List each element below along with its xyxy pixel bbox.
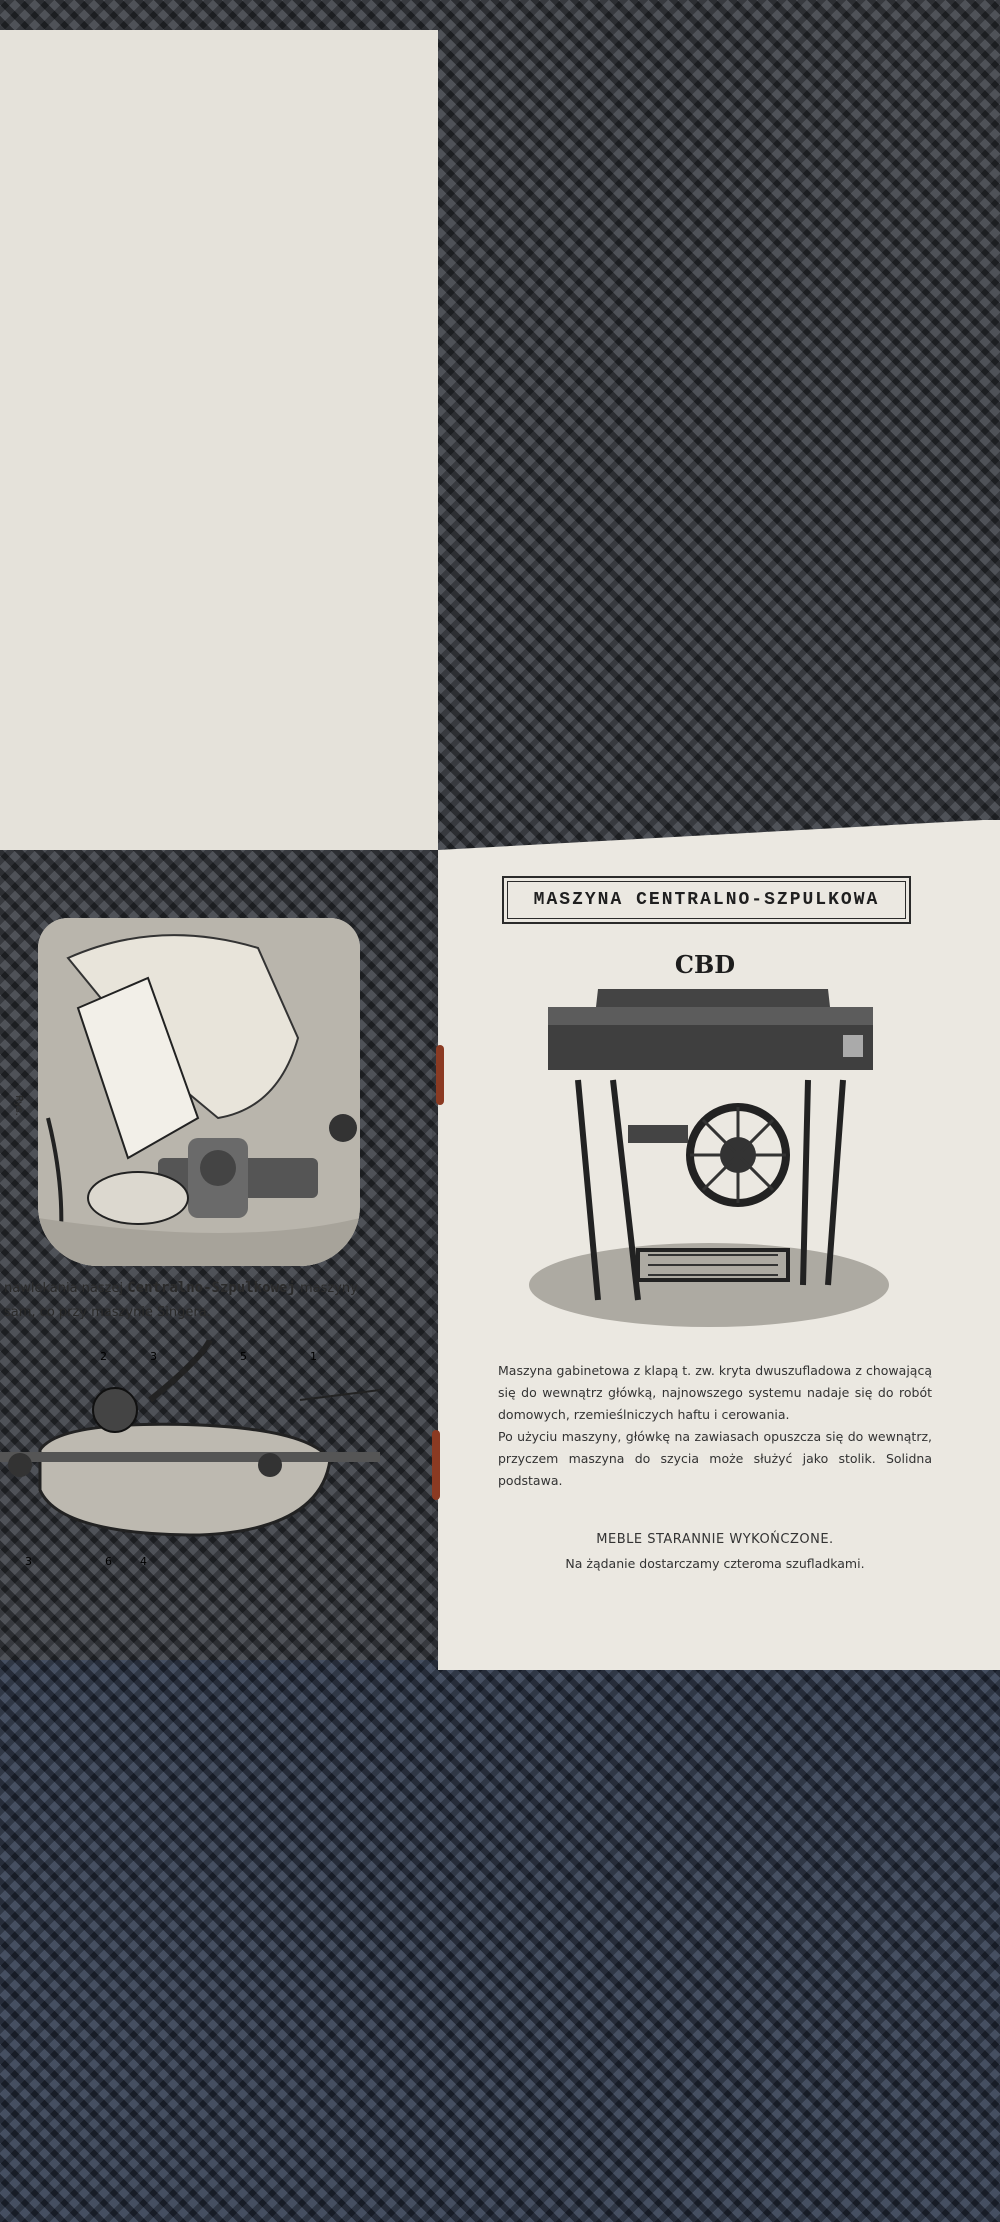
threading-drawing bbox=[38, 918, 360, 1266]
diagram-number: 5 bbox=[240, 1350, 247, 1363]
left-caption-line-1 bbox=[4, 1280, 358, 1296]
diagram-number: 6 bbox=[105, 1555, 112, 1568]
side-label: Rys. bbox=[12, 1095, 24, 1116]
description-paragraph-2: Po użyciu maszyny, główkę na zawiasach opuszcza się do wewnątrz, przyczem maszyna do szycia może służyć jako stolik. Solidna podstawa. bbox=[498, 1429, 932, 1488]
highlight-line: MEBLE STARANNIE WYKOŃCZONE. bbox=[596, 1532, 834, 1547]
description-paragraph-1: Maszyna gabinetowa z klapą t. zw. kryta dwuszufladowa z chowającą się do wewnątrz główką, najnowszego systemu nadaje się do robót domowych, rzemieślniczych haftu i cerowania. bbox=[498, 1363, 932, 1422]
caption-suffix: maszyny bbox=[299, 1281, 358, 1296]
cabinet-drawing bbox=[528, 985, 890, 1345]
caption-bold: Centralno-Szpulkowej bbox=[127, 1280, 296, 1296]
description bbox=[498, 1360, 932, 1492]
left-caption-line-2: sam, co przy maszynie Singera. bbox=[4, 1305, 211, 1320]
footer-line: Na żądanie dostarczamy czteroma szufladkami. bbox=[565, 1556, 865, 1571]
left-page bbox=[0, 30, 438, 850]
mechanism-diagram bbox=[0, 1340, 390, 1570]
rust-mark-lower bbox=[432, 1430, 440, 1500]
carpet-background-lower bbox=[0, 1660, 1000, 2222]
model-code: CBD bbox=[674, 950, 736, 979]
diagram-number: 3 bbox=[25, 1555, 32, 1568]
diagram-number: 3 bbox=[150, 1350, 157, 1363]
diagram-number: 4 bbox=[140, 1555, 147, 1568]
diagram-number: 2 bbox=[100, 1350, 107, 1363]
mechanism-drawing bbox=[0, 1340, 390, 1570]
sewing-cabinet-illustration bbox=[528, 985, 890, 1345]
booklet-spine bbox=[432, 850, 446, 1670]
page-title: MASZYNA CENTRALNO-SZPULKOWA bbox=[502, 876, 911, 924]
rust-mark-upper bbox=[436, 1045, 444, 1105]
caption-prefix: nawlekania naszej bbox=[4, 1281, 124, 1296]
threading-illustration bbox=[38, 918, 360, 1266]
diagram-number: 1 bbox=[310, 1350, 317, 1363]
